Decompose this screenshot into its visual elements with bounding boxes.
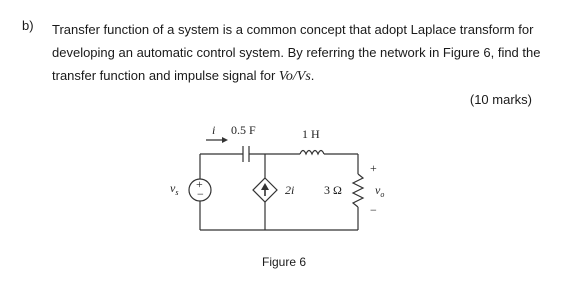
output-label-main: v — [375, 183, 381, 197]
question-line-3-prefix: transfer function and impulse signal for — [52, 68, 279, 83]
resistor-label: 3 Ω — [324, 183, 342, 197]
dependent-source-arrow-head — [261, 183, 269, 190]
resistor-zigzag — [353, 174, 363, 207]
inductor-coil — [300, 151, 324, 155]
dependent-source-label: 2i — [285, 183, 295, 197]
question-number: b) — [22, 18, 34, 33]
figure-caption: Figure 6 — [262, 255, 307, 269]
marks-label: (10 marks) — [469, 92, 532, 107]
output-label-sub: o — [380, 190, 385, 199]
capacitor-label: 0.5 F — [231, 123, 256, 137]
output-minus: − — [370, 203, 377, 217]
question-line-1: Transfer function of a system is a common concept that adopt Laplace transform for — [52, 22, 534, 37]
transfer-ratio: Vo/Vs — [278, 69, 311, 84]
source-minus: − — [197, 187, 204, 201]
source-label-main: v — [170, 181, 176, 195]
question-line-2: developing an automatic control system. By referring the network in Figure 6, find the — [52, 45, 541, 60]
current-arrow-head — [222, 137, 228, 143]
source-plus: + — [196, 177, 203, 191]
output-label — [375, 183, 384, 199]
question-line-3-suffix: . — [310, 68, 315, 83]
output-plus: + — [370, 161, 377, 175]
source-label — [170, 181, 178, 197]
inductor-label: 1 H — [302, 127, 320, 141]
source-label-sub: s — [175, 188, 179, 197]
current-label: i — [212, 123, 216, 137]
